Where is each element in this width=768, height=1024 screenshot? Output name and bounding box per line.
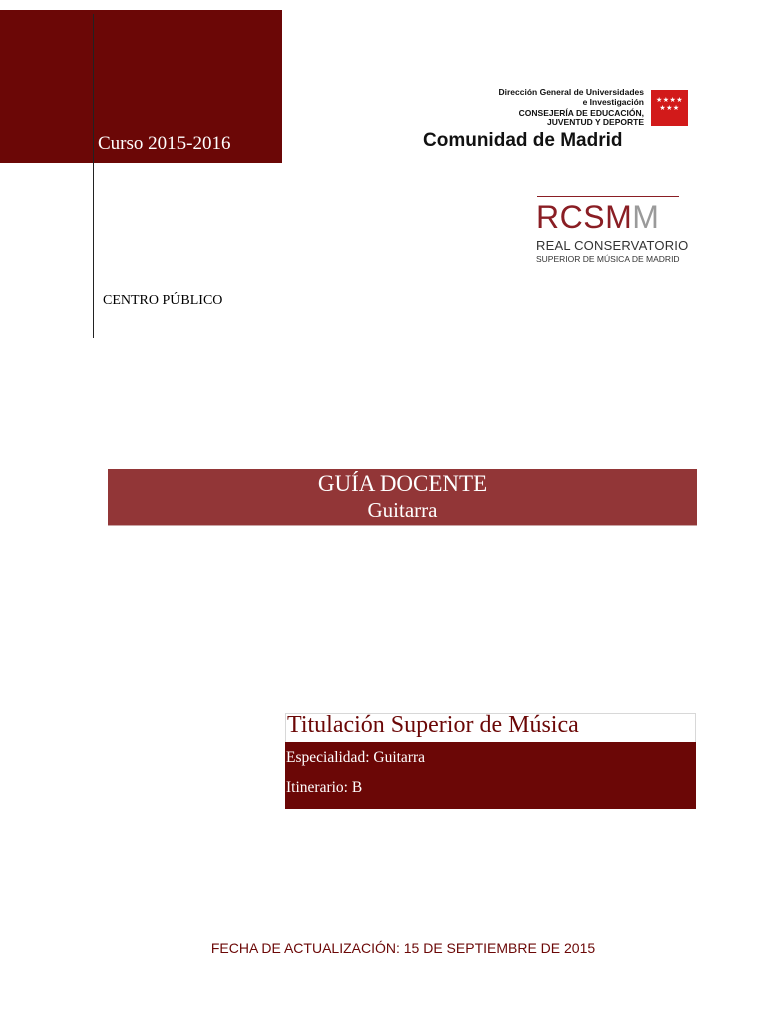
flag-stars bbox=[651, 96, 688, 112]
update-date: FECHA DE ACTUALIZACIÓN: 15 DE SEPTIEMBRE DE 2015 bbox=[210, 940, 596, 956]
rcsmm-subtitle-2: SUPERIOR DE MÚSICA DE MADRID bbox=[536, 254, 680, 264]
madrid-flag-icon bbox=[651, 90, 688, 126]
especialidad-text: Especialidad: Guitarra bbox=[286, 749, 426, 766]
flag-stars-row1: ★★★★ bbox=[655, 96, 684, 104]
titulacion-details bbox=[285, 742, 696, 809]
madrid-dg-line2: e Investigación bbox=[582, 97, 644, 107]
madrid-dg-line1: Dirección General de Universidades bbox=[498, 87, 644, 97]
titulacion-title: Titulación Superior de Música bbox=[287, 712, 579, 738]
rcsmm-acronym-light: M bbox=[632, 199, 660, 235]
guia-docente-banner bbox=[108, 469, 697, 526]
rcsmm-subtitle-1: REAL CONSERVATORIO bbox=[536, 238, 689, 253]
madrid-dg-text bbox=[420, 87, 644, 107]
course-year: Curso 2015-2016 bbox=[98, 133, 231, 154]
guia-title: GUÍA DOCENTE bbox=[317, 471, 488, 496]
vertical-divider bbox=[93, 14, 94, 338]
comunidad-de-madrid-logo: Comunidad de Madrid bbox=[423, 130, 623, 151]
madrid-consejeria-text bbox=[420, 109, 644, 127]
flag-stars-row2: ★★★ bbox=[659, 104, 680, 112]
rcsmm-logo bbox=[536, 200, 659, 234]
rcsmm-top-line bbox=[537, 196, 679, 197]
titulacion-header bbox=[285, 713, 696, 742]
itinerario-text: Itinerario: B bbox=[286, 779, 363, 796]
rcsmm-acronym-main: RCSM bbox=[536, 199, 633, 235]
guia-subject: Guitarra bbox=[367, 498, 438, 522]
madrid-consejeria-line2: JUVENTUD Y DEPORTE bbox=[547, 117, 644, 127]
madrid-consejeria-line1: CONSEJERÍA DE EDUCACIÓN, bbox=[518, 108, 644, 118]
center-type: CENTRO PÚBLICO bbox=[103, 293, 223, 308]
